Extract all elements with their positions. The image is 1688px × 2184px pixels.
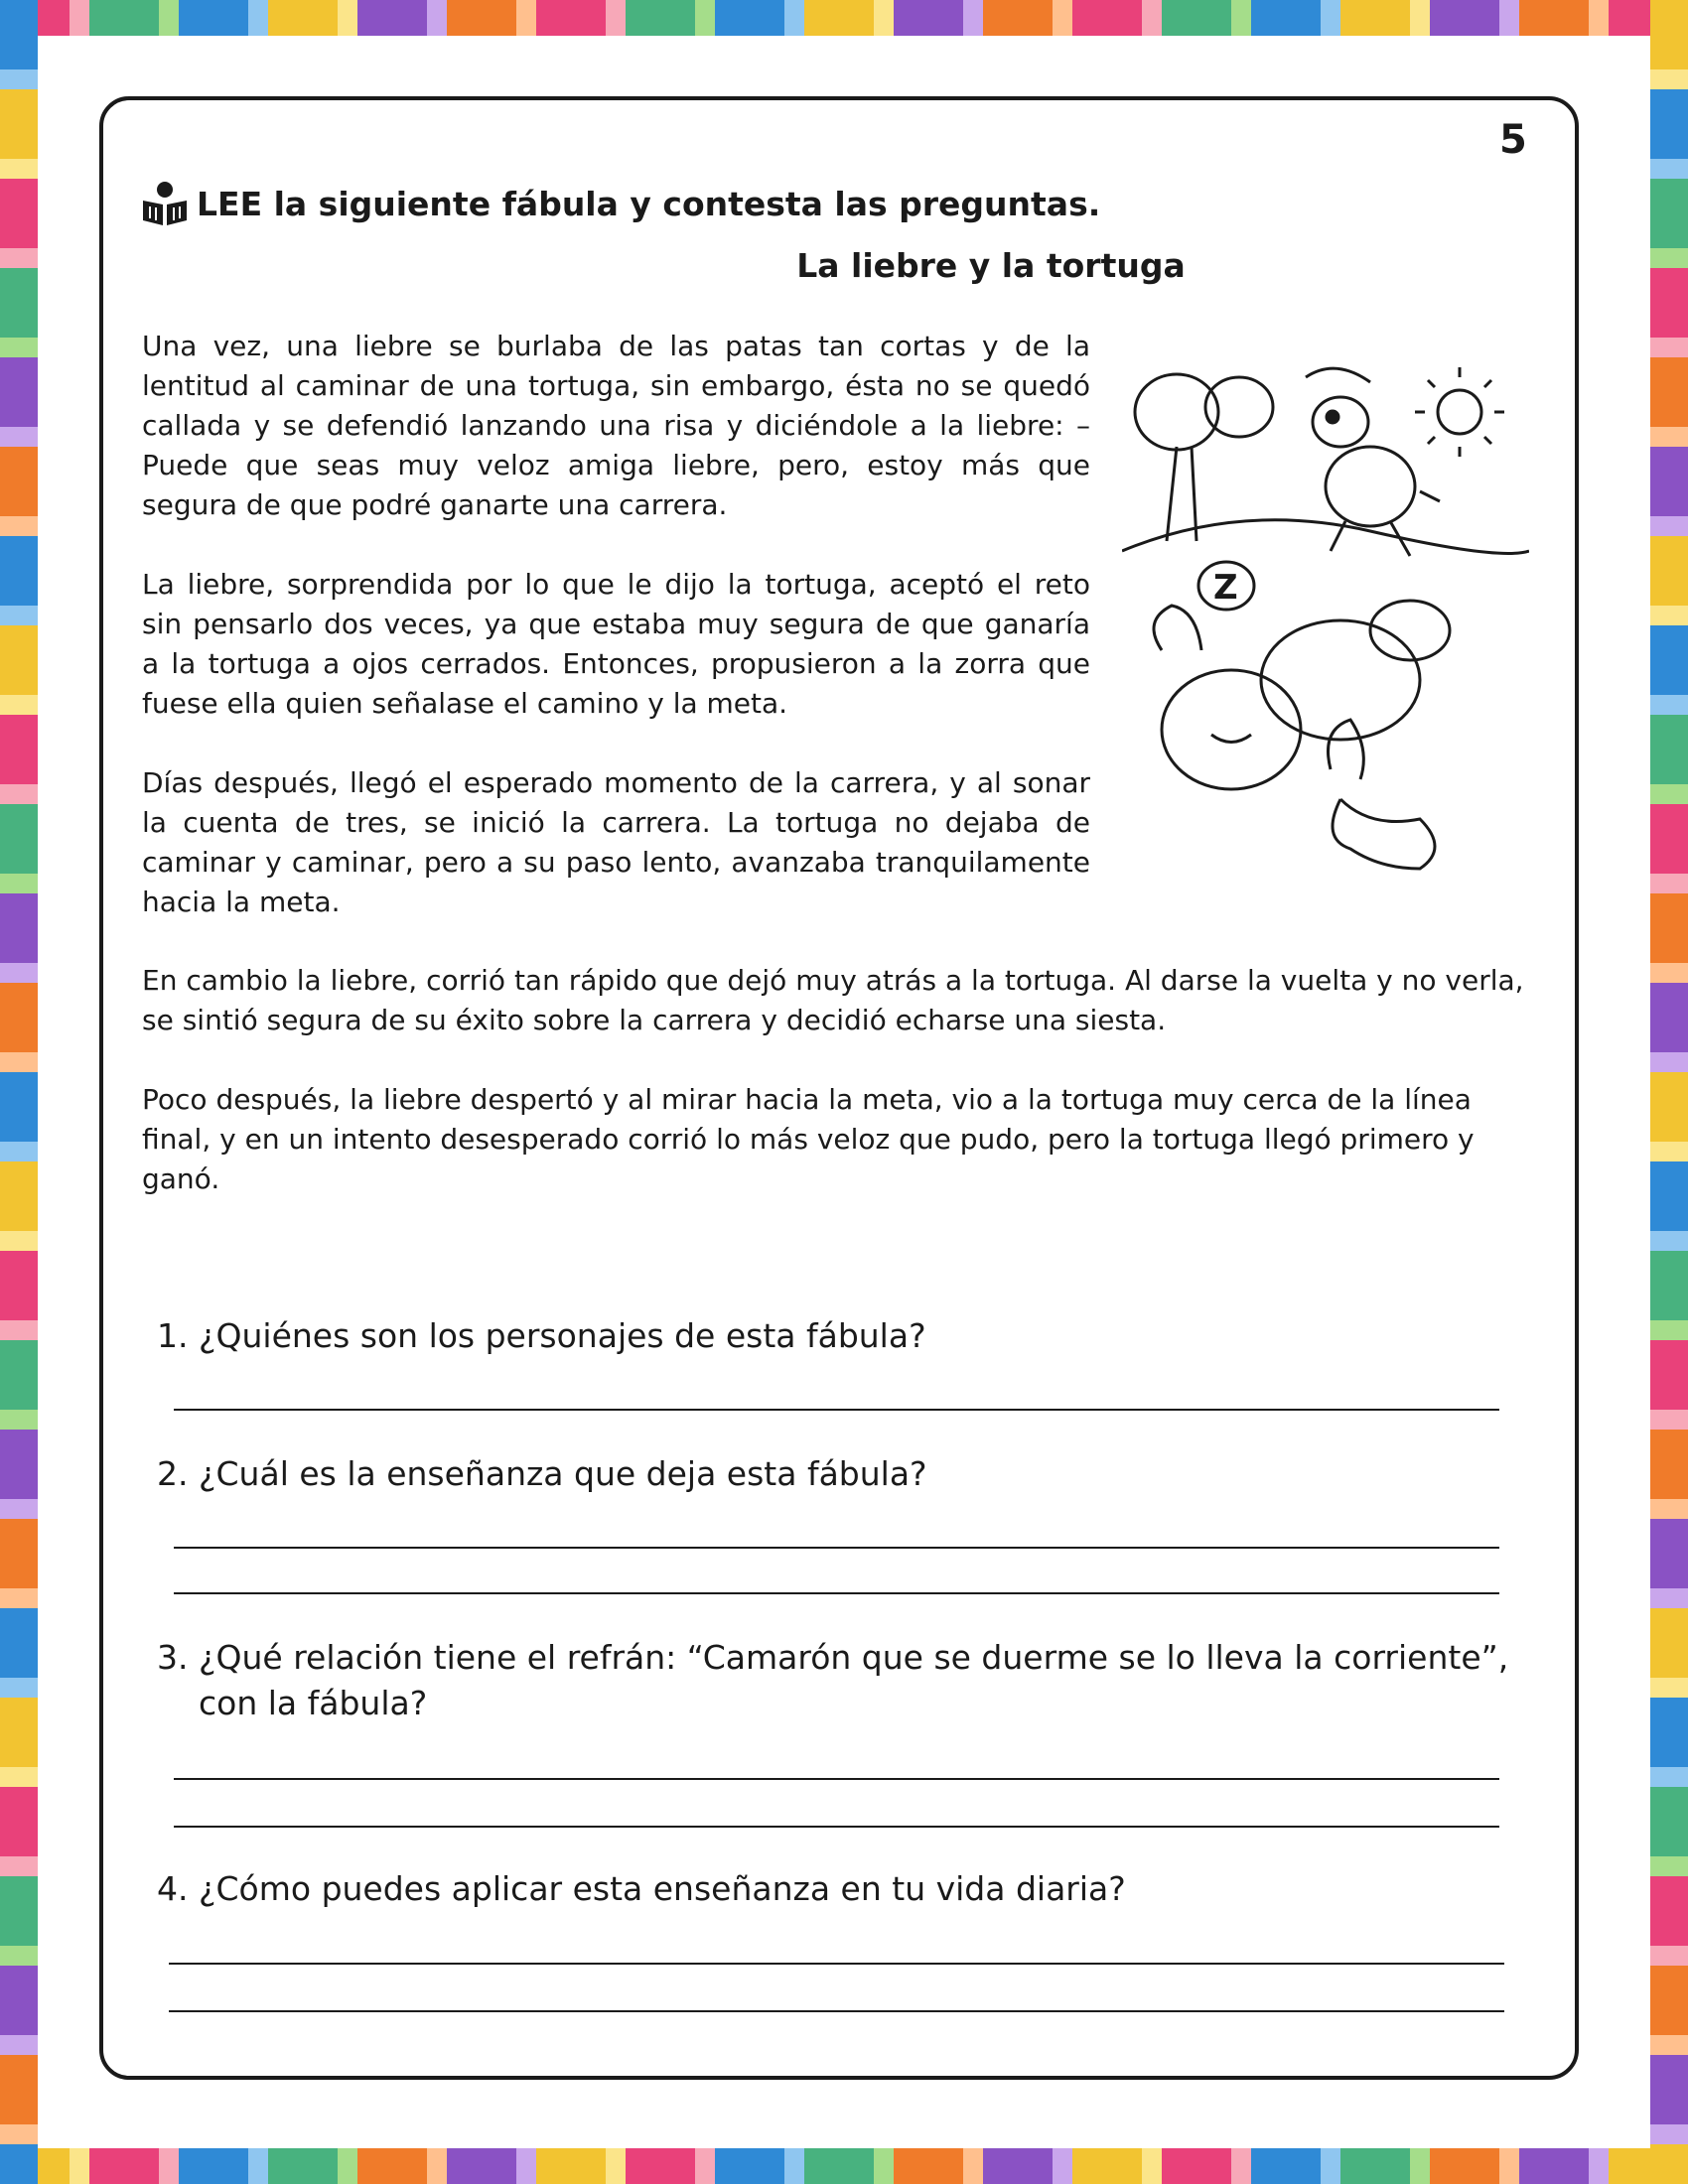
tortoise-umbrella	[1306, 368, 1370, 382]
paragraph-3: Días después, llegó el esperado momento de la carrera, y al sonar la cuenta de tres, se inició la carrera. La tortuga no dejaba de caminar y caminar, pero a su paso lento, avanzaba tranquilamente hacia la meta.	[142, 766, 1090, 918]
hare-ear	[1154, 606, 1201, 650]
sleep-z-icon: Z	[1213, 568, 1238, 608]
hare-head	[1162, 670, 1301, 789]
tortoise-shell	[1326, 447, 1415, 526]
leaf	[1329, 720, 1364, 779]
question-number: 2.	[157, 1454, 189, 1493]
question-2	[157, 1451, 927, 1497]
book-reader-icon	[141, 181, 189, 226]
tree-foliage	[1205, 377, 1273, 437]
question-1	[157, 1313, 926, 1359]
sun-rays	[1415, 367, 1504, 457]
paragraph-1: Una vez, una liebre se burlaba de las patas tan cortas y de la lentitud al caminar de una tortuga, sin embargo, ésta no se quedó callada y se defendió lanzando una risa y diciéndole a la liebre: – Puede que seas muy veloz amiga liebre, pero, estoy más que segura de que podré ganarte una carrera.	[142, 330, 1090, 521]
answer-line[interactable]	[169, 2010, 1504, 2012]
question-text: ¿Qué relación tiene el refrán: “Camarón que se duerme se lo lleva la corriente”, con la fábula?	[199, 1638, 1509, 1722]
paragraph-2: La liebre, sorprendida por lo que le dijo la tortuga, aceptó el reto sin pensarlo dos veces, ya que estaba muy segura de que ganaría a la tortuga a ojos cerrados. Entonces, propusieron a la zorra que fuese ella quien señalase el camino y la meta.	[142, 568, 1090, 720]
pencil-border-right	[1650, 0, 1688, 2184]
page-number: 5	[1499, 117, 1527, 163]
question-text: ¿Cuál es la enseñanza que deja esta fábula?	[199, 1454, 927, 1493]
sun-icon	[1438, 390, 1481, 434]
answer-line[interactable]	[174, 1826, 1499, 1828]
pencil-border-top	[0, 0, 1688, 36]
pencil-border-left	[0, 0, 38, 2184]
instruction-text: LEE la siguiente fábula y contesta las preguntas.	[197, 184, 1101, 223]
pencil-border-bottom	[0, 2148, 1688, 2184]
question-text: ¿Quiénes son los personajes de esta fábula?	[199, 1316, 926, 1355]
answer-line[interactable]	[169, 1963, 1504, 1965]
story-title-text: La liebre y la tortuga	[796, 246, 1186, 285]
hare-body	[1261, 620, 1420, 740]
paragraph-4: En cambio la liebre, corrió tan rápido que dejó muy atrás a la tortuga. Al darse la vuelta y no verla, se sintió segura de su éxito sobre la carrera y decidió echarse una siesta.	[142, 964, 1524, 1036]
hare-mouth	[1211, 735, 1251, 743]
answer-line[interactable]	[174, 1778, 1499, 1780]
tree-trunk	[1167, 447, 1196, 541]
hill-line	[1122, 520, 1529, 554]
leaf	[1333, 799, 1435, 869]
story-title	[0, 246, 1688, 285]
question-3	[157, 1635, 1547, 1726]
tortoise-head	[1313, 397, 1368, 447]
question-4	[157, 1866, 1126, 1912]
answer-line[interactable]	[174, 1592, 1499, 1594]
answer-line[interactable]	[174, 1547, 1499, 1549]
paragraph-5: Poco después, la liebre despertó y al mirar hacia la meta, vio a la tortuga muy cerca de la línea final, y en un intento desesperado corrió lo más veloz que pudo, pero la tortuga llegó primero y ganó.	[142, 1083, 1475, 1195]
question-number: 4.	[157, 1869, 189, 1908]
instruction-line	[141, 179, 1100, 228]
question-text: ¿Cómo puedes aplicar esta enseñanza en tu vida diaria?	[199, 1869, 1126, 1908]
question-number: 3.	[157, 1638, 189, 1677]
hare-tortoise-illustration	[1122, 352, 1529, 888]
question-number: 1.	[157, 1316, 189, 1355]
answer-line[interactable]	[174, 1409, 1499, 1411]
